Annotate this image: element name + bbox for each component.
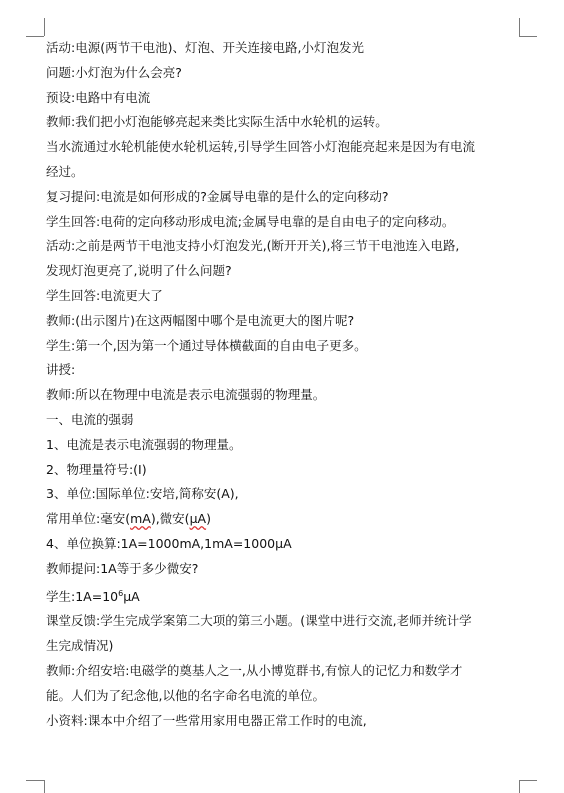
common-units-line (46, 507, 516, 532)
corner-mark-top-left-h (26, 36, 44, 37)
list-item: 1、电流是表示电流强弱的物理量。 (46, 436, 242, 452)
paragraph-line: 预设:电路中有电流 (46, 89, 151, 105)
paragraph-line: 小资料:课本中介绍了一些常用家用电器正常工作时的电流, (46, 712, 367, 728)
paragraph-line: 讲授: (46, 362, 76, 378)
list-item: 2、物理量符号:(I) (46, 461, 147, 477)
common-units-prefix: 常用单位:毫安( (46, 511, 131, 527)
paragraph-line: 教师:(出示图片)在这两幅图中哪个是电流更大的图片呢? (46, 312, 355, 328)
student-answer-prefix: 学生:1A=10 (46, 588, 119, 604)
corner-mark-bottom-right-h (519, 780, 537, 781)
paragraph-line: 生完成情况) (46, 638, 114, 654)
unit-ma: mA (130, 511, 151, 527)
paragraph-line: 经过。 (46, 163, 84, 179)
list-item: 4、单位换算:1A=1000mA,1mA=1000μA (46, 535, 292, 551)
corner-mark-top-right-v (519, 18, 520, 36)
common-units-suffix: ) (206, 511, 211, 527)
paragraph-line: 学生回答:电荷的定向移动形成电流;金属导电靠的是自由电子的定向移动。 (46, 213, 455, 229)
paragraph-line: 教师:我们把小灯泡能够亮起来类比实际生活中水轮机的运转。 (46, 114, 388, 130)
exponent: 6 (118, 588, 124, 598)
unit-ua: μA (189, 511, 207, 527)
paragraph-line: 活动:电源(两节干电池)、灯泡、开关连接电路,小灯泡发光 (46, 40, 364, 55)
paragraph-line: 教师提问:1A等于多少微安? (46, 560, 199, 576)
paragraph-line: 当水流通过水轮机能使水轮机运转,引导学生回答小灯泡能亮起来是因为有电流 (46, 139, 475, 155)
paragraph-line: 活动:之前是两节干电池支持小灯泡发光,(断开开关),将三节干电池连入电路, (46, 238, 460, 254)
paragraph-line: 学生回答:电流更大了 (46, 287, 163, 303)
corner-mark-top-left-v (44, 18, 45, 36)
common-units-mid: ),微安( (150, 511, 190, 527)
corner-mark-bottom-left-h (26, 780, 44, 781)
corner-mark-bottom-right-v (519, 780, 520, 793)
paragraph-line: 教师:介绍安培:电磁学的奠基人之一,从小博览群书,有惊人的记忆力和数学才 (46, 662, 463, 678)
paragraph-line: 课堂反馈:学生完成学案第二大项的第三小题。(课堂中进行交流,老师并统计学 (46, 613, 472, 629)
student-answer-suffix: μA (123, 588, 140, 604)
document-body (46, 36, 516, 733)
list-item: 3、单位:国际单位:安培,简称安(A), (46, 486, 239, 502)
corner-mark-top-right-h (519, 36, 537, 37)
paragraph-line: 问题:小灯泡为什么会亮? (46, 64, 182, 80)
section-heading: 一、电流的强弱 (46, 411, 134, 427)
paragraph-line: 学生:第一个,因为第一个通过导体横截面的自由电子更多。 (46, 337, 367, 353)
paragraph-line: 教师:所以在物理中电流是表示电流强弱的物理量。 (46, 387, 326, 403)
paragraph-line: 能。人们为了纪念他,以他的名字命名电流的单位。 (46, 687, 325, 703)
paragraph-line: 复习提问:电流是如何形成的?金属导电靠的是什么的定向移动? (46, 188, 389, 204)
corner-mark-bottom-left-v (44, 780, 45, 793)
student-answer-line (46, 582, 516, 610)
paragraph-line: 发现灯泡更亮了,说明了什么问题? (46, 263, 232, 279)
